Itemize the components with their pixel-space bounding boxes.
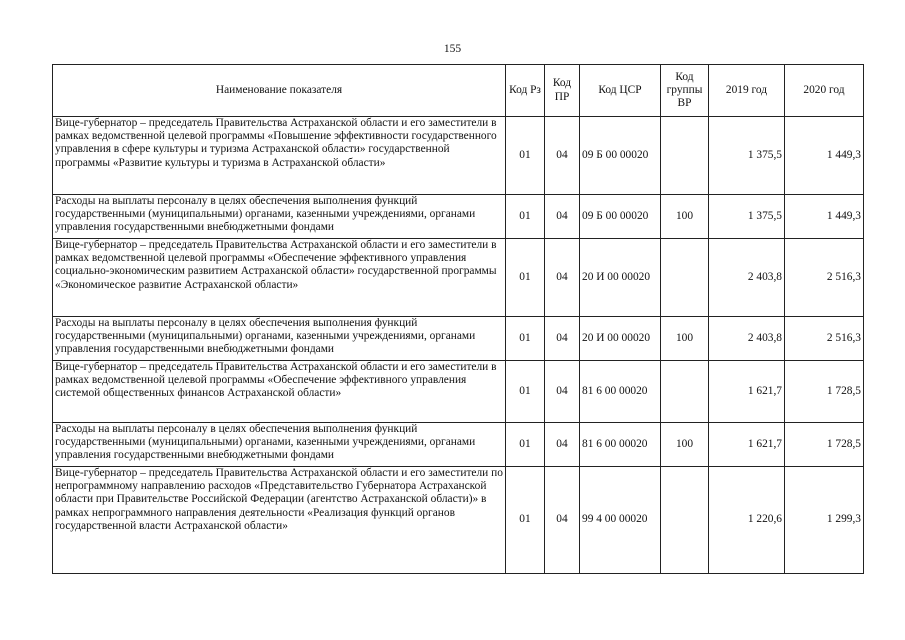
row-code-vr: 100 <box>661 423 709 467</box>
row-code-rz: 01 <box>506 423 545 467</box>
header-code-csr: Код ЦСР <box>580 65 661 117</box>
row-value-2020: 1 449,3 <box>785 117 864 195</box>
row-value-2019: 1 621,7 <box>709 423 785 467</box>
table-row <box>53 361 864 423</box>
row-code-vr: 100 <box>661 195 709 239</box>
row-value-2020: 2 516,3 <box>785 317 864 361</box>
row-value-2019: 2 403,8 <box>709 317 785 361</box>
row-code-csr: 09 Б 00 00020 <box>580 195 661 239</box>
table-header-row <box>53 65 864 117</box>
row-code-pr: 04 <box>545 361 580 423</box>
row-code-vr <box>661 239 709 317</box>
row-name: Расходы на выплаты персоналу в целях обеспечения выполнения функций государственными (муниципальными) органами, казенными учреждениями, органами управления государственными внебюджетными фондами <box>53 317 506 361</box>
header-indicator-name: Наименование показателя <box>53 65 506 117</box>
row-value-2020: 1 728,5 <box>785 361 864 423</box>
row-code-vr <box>661 467 709 574</box>
row-code-pr: 04 <box>545 423 580 467</box>
row-code-rz: 01 <box>506 117 545 195</box>
row-name: Вице-губернатор – председатель Правительства Астраханской области и его заместители в рамках ведомственной целевой программы «Повышение эффективности государственного управления в сфере культуры и туризма Астраханской области» государственной программы «Развитие культуры и туризма в Астраханской области» <box>53 117 506 195</box>
row-code-vr <box>661 117 709 195</box>
header-code-rz: Код Рз <box>506 65 545 117</box>
row-code-rz: 01 <box>506 467 545 574</box>
row-code-vr <box>661 361 709 423</box>
row-code-pr: 04 <box>545 317 580 361</box>
table-row <box>53 317 864 361</box>
table-row <box>53 239 864 317</box>
page-number: 155 <box>443 43 462 55</box>
row-name: Расходы на выплаты персоналу в целях обеспечения выполнения функций государственными (муниципальными) органами, казенными учреждениями, органами управления государственными внебюджетными фондами <box>53 195 506 239</box>
row-value-2020: 2 516,3 <box>785 239 864 317</box>
row-code-vr: 100 <box>661 317 709 361</box>
row-name: Вице-губернатор – председатель Правительства Астраханской области и его заместители в рамках ведомственной целевой программы «Обеспечение эффективного управления социально-экономическим развитием Астраханской области» государственной программы «Экономическое развитие Астраханской области» <box>53 239 506 317</box>
row-value-2019: 2 403,8 <box>709 239 785 317</box>
row-code-rz: 01 <box>506 361 545 423</box>
header-code-vr: Код группы ВР <box>661 65 709 117</box>
row-code-pr: 04 <box>545 467 580 574</box>
row-name: Вице-губернатор – председатель Правительства Астраханской области и его заместители в рамках ведомственной целевой программы «Обеспечение эффективного управления системой общественных финансов Астраханской области» <box>53 361 506 423</box>
row-code-csr: 81 6 00 00020 <box>580 361 661 423</box>
row-value-2020: 1 299,3 <box>785 467 864 574</box>
row-code-csr: 20 И 00 00020 <box>580 317 661 361</box>
row-value-2019: 1 375,5 <box>709 117 785 195</box>
row-code-pr: 04 <box>545 239 580 317</box>
row-value-2020: 1 728,5 <box>785 423 864 467</box>
row-code-csr: 81 6 00 00020 <box>580 423 661 467</box>
row-value-2019: 1 375,5 <box>709 195 785 239</box>
row-code-csr: 99 4 00 00020 <box>580 467 661 574</box>
header-year-2019: 2019 год <box>709 65 785 117</box>
table-row <box>53 423 864 467</box>
row-code-rz: 01 <box>506 195 545 239</box>
budget-table <box>52 64 864 574</box>
row-name: Вице-губернатор – председатель Правительства Астраханской области и его заместители по непрограммному направлению расходов «Представительство Губернатора Астраханской области при Правительстве Российской Федерации (агентство Астраханской области)» в рамках непрограммного направления деятельности «Реализация функций органов государственной власти Астраханской области» <box>53 467 506 574</box>
header-code-pr: Код ПР <box>545 65 580 117</box>
row-value-2019: 1 621,7 <box>709 361 785 423</box>
row-value-2019: 1 220,6 <box>709 467 785 574</box>
table-row <box>53 117 864 195</box>
row-code-csr: 20 И 00 00020 <box>580 239 661 317</box>
table-row <box>53 195 864 239</box>
header-year-2020: 2020 год <box>785 65 864 117</box>
table-row <box>53 467 864 574</box>
row-code-rz: 01 <box>506 239 545 317</box>
row-code-rz: 01 <box>506 317 545 361</box>
row-code-pr: 04 <box>545 195 580 239</box>
row-code-csr: 09 Б 00 00020 <box>580 117 661 195</box>
row-code-pr: 04 <box>545 117 580 195</box>
row-value-2020: 1 449,3 <box>785 195 864 239</box>
row-name: Расходы на выплаты персоналу в целях обеспечения выполнения функций государственными (муниципальными) органами, казенными учреждениями, органами управления государственными внебюджетными фондами <box>53 423 506 467</box>
